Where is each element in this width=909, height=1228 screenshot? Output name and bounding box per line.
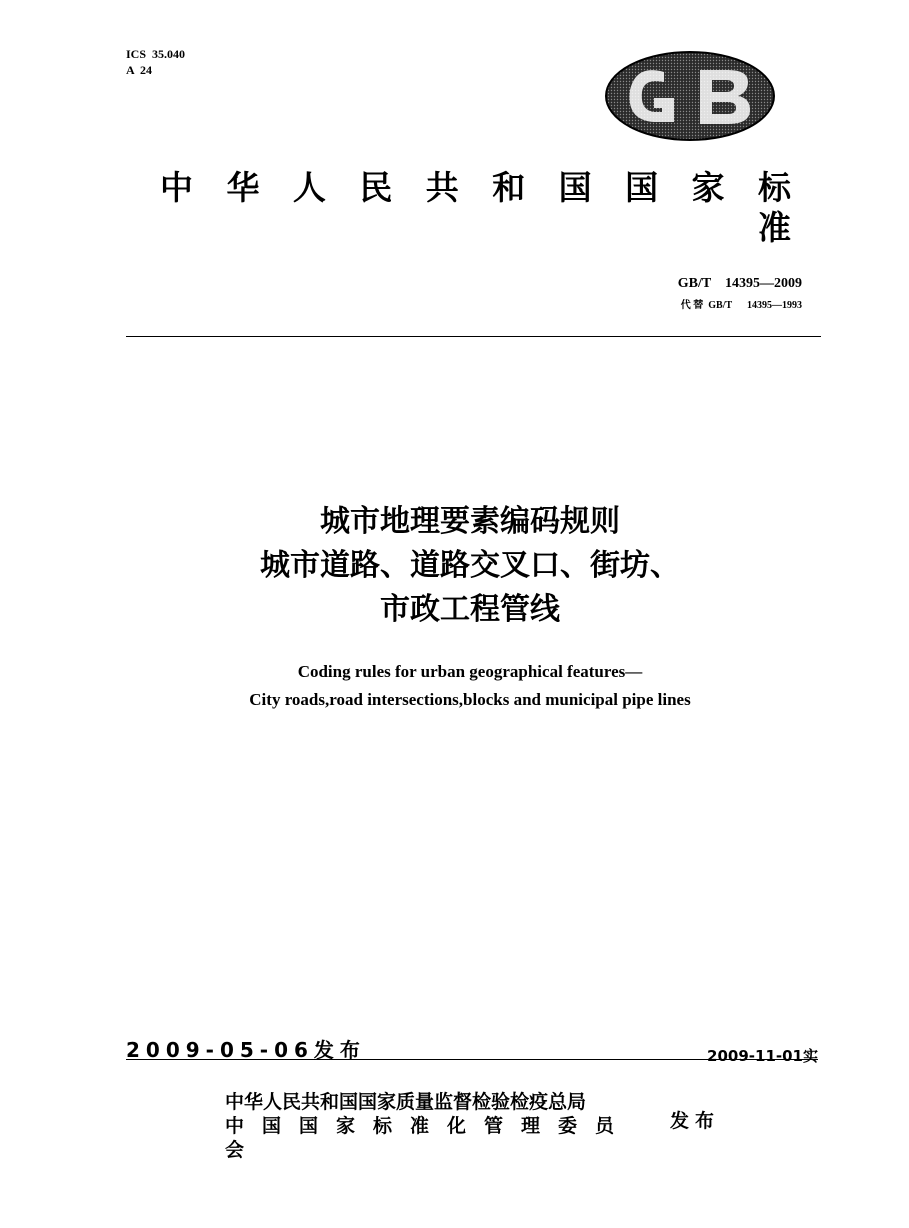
header-divider [126,336,821,337]
standard-number: GB/T 14395—2009 [677,276,802,291]
issuer-aqsiq: 中华人民共和国国家质量监督检验检疫总局 [225,1091,587,1113]
issuer-sac: 中国国家标准化管理委员会 [225,1115,633,1161]
replaces-standard: 代 替 GB/T 14395—1993 [680,300,802,311]
ics-code: ICS 35.040 [126,47,186,61]
english-title-line-2: City roads,road intersections,blocks and municipal pipe lines [249,690,691,709]
category-code: A 24 [126,63,153,77]
chinese-title-line-2: 城市道路、道路交叉口、街坊、 [260,548,680,583]
issue-label: 发布 [670,1110,721,1132]
implement-date: 2009-11-01实 [707,1047,818,1065]
ics-classification [126,46,185,78]
gb-logo [604,50,776,142]
standard-category-title: 中华人民共和国国家标准 [160,168,822,247]
chinese-title-line-3: 市政工程管线 [380,592,560,627]
chinese-title [150,500,790,632]
english-title [150,658,790,714]
chinese-title-line-1: 城市地理要素编码规则 [320,504,620,539]
publish-date: 2009-05-06发布 [126,1038,366,1062]
english-title-line-1: Coding rules for urban geographical features— [297,662,643,681]
